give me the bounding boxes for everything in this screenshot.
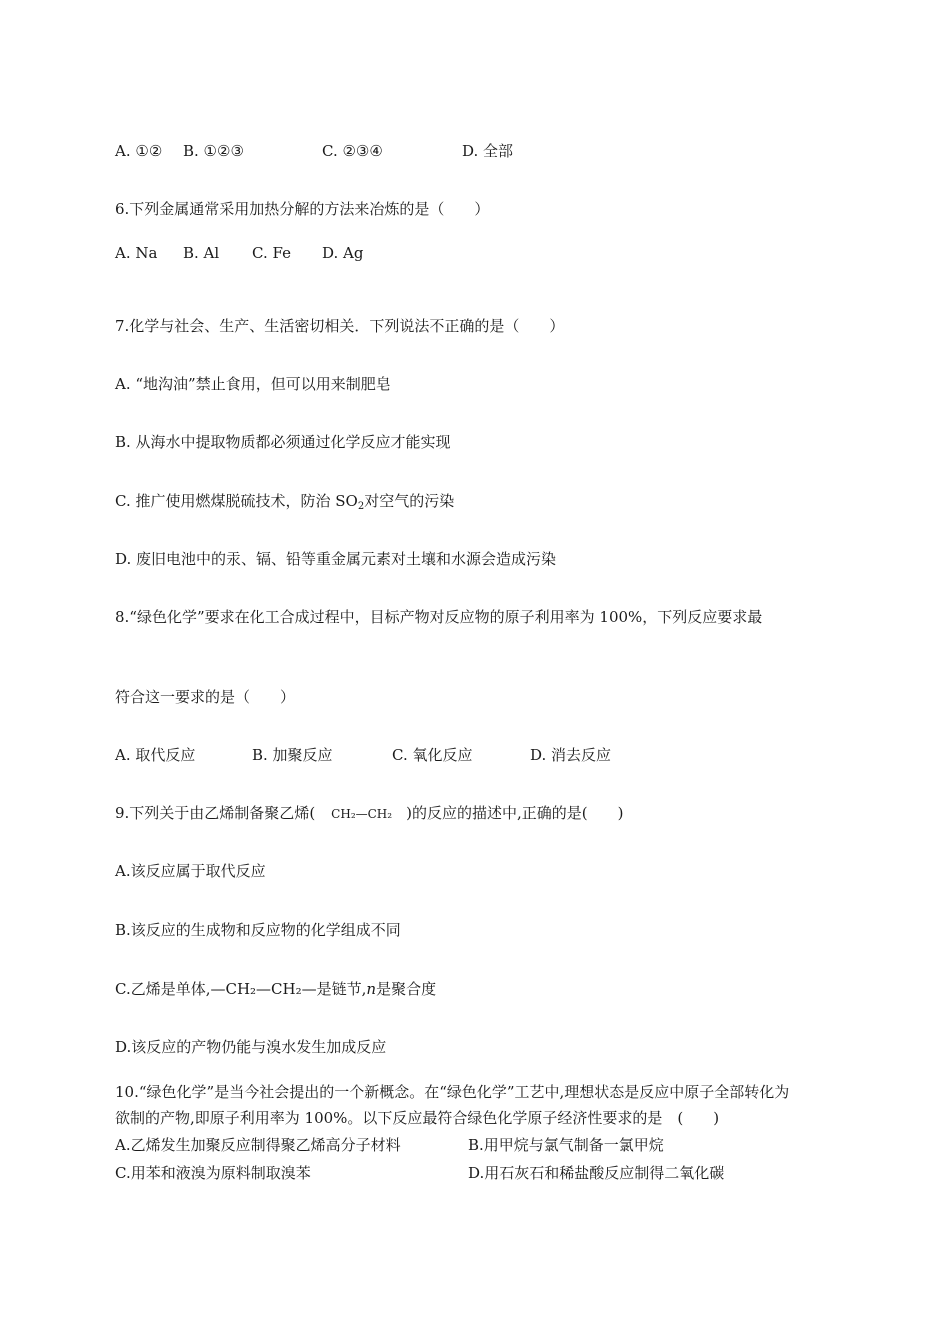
- q6-option-d: D. Ag: [322, 244, 364, 262]
- q7-option-c-pre: C. 推广使用燃煤脱硫技术，防治 SO: [115, 492, 358, 510]
- q9-option-c-pre: C.乙烯是单体,—CH₂—CH₂—是链节,: [115, 980, 367, 998]
- q6-option-a: A. Na: [115, 244, 158, 262]
- q9-formula: CH₂—CH₂: [331, 807, 393, 821]
- q10-stem-line1: 10.“绿色化学”是当今社会提出的一个新概念。在“绿色化学”工艺中,理想状态是反应中原子全部转化为: [115, 1083, 790, 1101]
- q8-stem-line1: 8.“绿色化学”要求在化工合成过程中，目标产物对反应物的原子利用率为 100%，下列反应要求最: [115, 608, 763, 626]
- q9-stem-post: )的反应的描述中,正确的是( ): [406, 804, 624, 822]
- q10-option-a: A.乙烯发生加聚反应制得聚乙烯高分子材料: [115, 1136, 401, 1154]
- q10-stem-line2: 欲制的产物,即原子利用率为 100%。以下反应最符合绿色化学原子经济性要求的是 ( ): [115, 1109, 720, 1127]
- q7-option-a: A. “地沟油”禁止食用，但可以用来制肥皂: [115, 375, 391, 393]
- q8-option-a: A. 取代反应: [115, 746, 196, 764]
- q10-option-c: C.用苯和液溴为原料制取溴苯: [115, 1164, 311, 1182]
- q9-option-a: A.该反应属于取代反应: [115, 862, 266, 880]
- q10-option-b: B.用甲烷与氯气制备一氯甲烷: [468, 1136, 664, 1154]
- q6-stem: 6.下列金属通常采用加热分解的方法来冶炼的是（ ）: [115, 200, 490, 218]
- q8-option-b: B. 加聚反应: [252, 746, 333, 764]
- q9-option-b: B.该反应的生成物和反应物的化学组成不同: [115, 921, 401, 939]
- q9-option-c-n: n: [366, 980, 377, 998]
- q6-option-b: B. Al: [183, 244, 220, 262]
- q5-option-b: B. ①②③: [183, 142, 244, 160]
- q6-option-c: C. Fe: [252, 244, 291, 262]
- q5-option-a: A. ①②: [115, 142, 163, 160]
- q9-stem-pre: 9.下列关于由乙烯制备聚乙烯(: [115, 804, 316, 822]
- q7-option-c-subscript: 2: [357, 501, 365, 512]
- q7-stem: 7.化学与社会、生产、生活密切相关．下列说法不正确的是（ ）: [115, 317, 565, 335]
- q9-stem: [115, 803, 623, 824]
- q5-option-c: C. ②③④: [322, 142, 383, 160]
- q9-option-c-post: 是聚合度: [376, 980, 437, 998]
- q7-option-c-post: 对空气的污染: [364, 492, 455, 510]
- q7-option-c: [115, 491, 454, 517]
- q8-option-d: D. 消去反应: [530, 746, 612, 764]
- q9-option-c: [115, 979, 436, 999]
- q7-option-d: D. 废旧电池中的汞、镉、铅等重金属元素对土壤和水源会造成污染: [115, 550, 557, 568]
- q8-stem-line2: 符合这一要求的是（ ）: [115, 688, 296, 706]
- q5-option-d: D. 全部: [462, 142, 514, 160]
- q7-option-b: B. 从海水中提取物质都必须通过化学反应才能实现: [115, 433, 451, 451]
- q10-option-d: D.用石灰石和稀盐酸反应制得二氧化碳: [468, 1164, 725, 1182]
- q8-option-c: C. 氧化反应: [392, 746, 473, 764]
- q9-option-d: D.该反应的产物仍能与溴水发生加成反应: [115, 1038, 387, 1056]
